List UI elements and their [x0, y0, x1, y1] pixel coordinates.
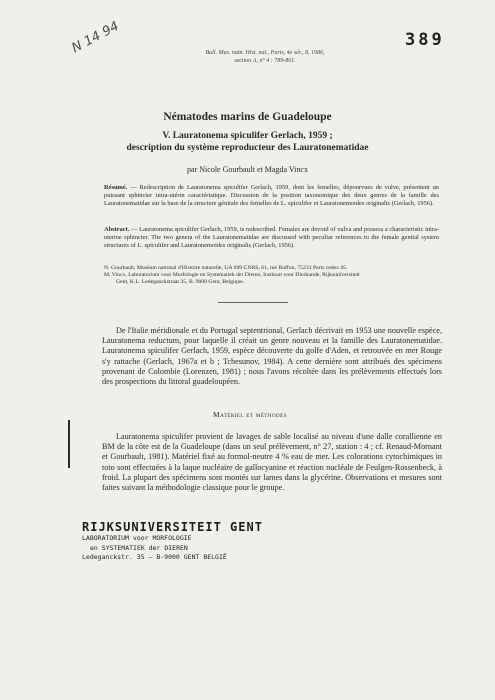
handwritten-note: N 14 94	[69, 18, 122, 57]
intro-paragraph-block	[102, 326, 442, 387]
address-3: Gent, K.L. Ledeganckstraat 35, B. 9000 Gent, Belgique.	[116, 279, 245, 285]
methods-paragraph-block	[102, 432, 442, 493]
subtitle-line-1: V. Lauratonema spiculifer Gerlach, 1959 ;	[162, 131, 333, 141]
library-stamp	[82, 520, 302, 563]
methods-paragraph: Lauratonema spiculifer provient de lavages de sable localisé au niveau d'une dalle corallienne en BM de la côte est de la Guadeloupe (dans un seul prélèvement, n° 27, station : 4 ; cf. Renaud-Mornant et Gourbault, 1981). Matériel fixé au formol-neutre 4 % eau de mer. Les colorations cytochimiques in toto sont effectuées à la laque nucléaire de gallocyanine et réaction nucléale de Feulgen-Rossenbeck, à froid. La plupart des spécimens sont montés sur lames dans la glycérine. Observations et mesures sont faites suivant la méthodologie classique pour le groupe.	[102, 432, 442, 493]
margin-bar	[68, 420, 70, 468]
methods-heading: Matériel et méthodes	[212, 410, 288, 419]
citation-line-2: section A, n° 4 : 789-801.	[234, 58, 296, 64]
abstract-block	[104, 226, 439, 249]
address-2: M. Vincx, Laboratorium voor Morfologie en Systematiek der Dieren, Instituut voor Dierkunde, Rijksuniversiteit	[104, 272, 360, 278]
abstract-label: Abstract.	[104, 226, 130, 233]
section-divider	[218, 302, 288, 303]
author-addresses	[104, 265, 439, 286]
stamp-line-1: RIJKSUNIVERSITEIT GENT	[82, 520, 263, 534]
authors: par Nicole Gourbault et Magda Vincx	[187, 165, 308, 174]
intro-paragraph: De l'Italie méridionale et du Portugal septentrional, Gerlach décrivait en 1953 une nouvelle espèce, Lauratonema reductum, pour laquelle il créait un genre nouveau et la famille des Lauratonematidae. Lauratonema spiculifer Gerlach, 1959, espèce découverte du golfe d'Aden, et retrouvée en mer Rouge s'y rattache (Gerlach, 1967a et b ; Tchesunov, 1984). A cette dernière sont attribués des spécimens provenant de Colombie (Lorenzen, 1981) ; nous l'avons récoltée dans les prélèvements effectués lors des prospections du littoral guadeloupéen.	[102, 326, 442, 387]
resume-block	[104, 184, 439, 207]
resume-label: Résumé.	[104, 184, 128, 191]
stamp-line-3: en SYSTEMATIEK der DIEREN	[90, 543, 188, 552]
paper-subtitle	[70, 130, 425, 154]
abstract-text: — Lauratonema spiculifer Gerlach, 1959, is redescribed. Females are devoid of vulva and possess a characteristic intra-uterine sphincter. The two genera of the Lauratonematidae are discussed with peculiar references to the female genital system structures of L. spiculifer and Lauratonemoides originalis (Gerlach, 1956).	[104, 226, 439, 249]
paper-title: Nématodes marins de Guadeloupe	[163, 111, 332, 123]
citation	[160, 49, 370, 65]
resume-text: — Redescription de Lauratonema spiculifer Gerlach, 1959, dont les femelles, dépourvues de vulve, présentent un puissant sphincter intra-utérin caractéristique. Discussion de la position taxonomique des deux genres de la famille des Lauratonematidae sur la base de la structure génitale des femelles de L. spiculifer et Lauratonemoides originalis (Gerlach, 1956).	[104, 184, 439, 207]
page-number: 389	[405, 30, 445, 50]
subtitle-line-2: description du système reproducteur des Lauratonematidae	[126, 143, 369, 153]
address-1: N. Gourbault, Muséum national d'Histoire naturelle, UA 699 CNRS, 61, rue Buffon, 75231 Paris cedex 05.	[104, 265, 348, 271]
citation-line-1: Bull. Mus. natn. Hist. nat., Paris, 4e sér., 8, 1986,	[205, 50, 325, 56]
stamp-line-4: Ledeganckstr. 35 – B-9000 GENT BELGIË	[82, 553, 227, 561]
stamp-line-2: LABORATORIUM voor MORFOLOGIE	[82, 534, 192, 542]
